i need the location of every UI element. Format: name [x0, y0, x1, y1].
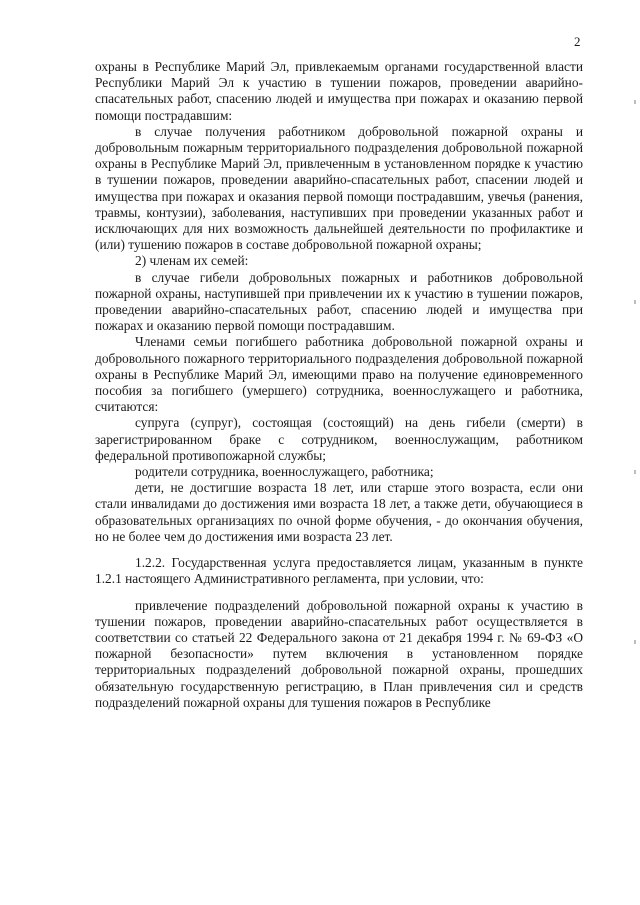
paragraph-family-members-heading: 2) членам их семей: [135, 253, 249, 269]
paragraph-section-1-2-2: 1.2.2. Государственная услуга предоставляется лицам, указанным в пункте 1.2.1 настоящего Административного регламента, при условии, что: [95, 555, 583, 587]
document-body [95, 59, 583, 711]
paragraph-injury-case: в случае получения работником добровольной пожарной охраны и добровольным пожарным территориального подразделения добровольной пожарной охраны в Республике Марий Эл, привлеченным в установленном порядке к участию в тушении пожаров, проведении аварийно-спасательных работ, спасении людей и имущества при пожарах и оказания первой помощи пострадавшим, увечья (ранения, травмы, контузии), заболевания, наступивших при проведении указанных работ и исключающих для них возможность дальнейшей деятельности по профилактике и (или) тушению пожаров в составе добровольной пожарной охраны; [95, 123, 583, 253]
paragraph-death-case: в случае гибели добровольных пожарных и работников добровольной пожарной охраны, наступившей при привлечении их к участию в тушении пожаров, проведении аварийно-спасательных работ, спасению людей и имущества при пожарах и оказанию первой помощи пострадавшим. [95, 269, 583, 334]
scan-edge-mark [634, 100, 636, 104]
scan-edge-mark [634, 640, 636, 644]
paragraph-spouse: супруга (супруг), состоящая (состоящий) на день гибели (смерти) в зарегистрированном браке с сотрудником, военнослужащим, работником федеральной противопожарной службы; [95, 415, 583, 463]
page-number: 2 [574, 34, 581, 49]
paragraph-parents: родители сотрудника, военнослужащего, работника; [135, 464, 434, 480]
paragraph-family-definition: Членами семьи погибшего работника добровольной пожарной охраны и добровольного пожарного территориального подразделения добровольной пожарной охраны в Республике Марий Эл, имеющими право на получение единовременного пособия за погибшего (умершего) сотрудника, военнослужащего и работника, считаются: [95, 334, 583, 415]
paragraph-children: дети, не достигшие возраста 18 лет, или старше этого возраста, если они стали инвалидами до достижения ими возраста 18 лет, а также дети, обучающиеся в образовательных организациях по очной форме обучения, - до окончания обучения, но не более чем до достижения ими возраста 23 лет. [95, 480, 583, 544]
paragraph-continuation: охраны в Республике Марий Эл, привлекаемым органами государственной власти Республики Марий Эл к участию в тушении пожаров, проведении аварийно-спасательных работ, спасению людей и имущества при пожарах и оказанию первой помощи пострадавшим: [95, 59, 583, 123]
paragraph-involvement-condition: привлечение подразделений добровольной пожарной охраны к участию в тушении пожаров, проведении аварийно-спасательных работ осуществляется в соответствии со статьей 22 Федерального закона от 21 декабря 1994 г. № 69-ФЗ «О пожарной безопасности» путем включения в установленном порядке территориальных подразделений добровольной пожарной охраны, прошедших обязательную государственную регистрацию, в План привлечения сил и средств подразделений пожарной охраны для тушения пожаров в Республике [95, 597, 583, 710]
scan-edge-mark [634, 300, 636, 304]
scan-edge-mark [634, 470, 636, 474]
